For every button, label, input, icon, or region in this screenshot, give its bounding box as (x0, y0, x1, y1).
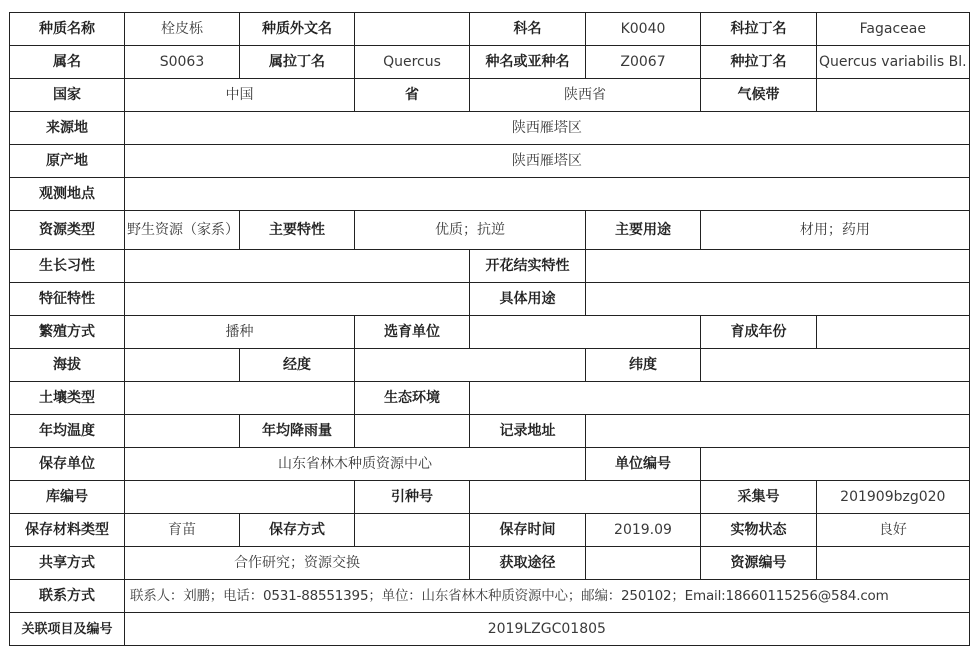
label-collection-code: 采集号 (701, 481, 817, 514)
table-row (10, 250, 970, 283)
label-climate-zone: 气候带 (701, 79, 817, 112)
value-collection-code: 201909bzg020 (817, 481, 970, 514)
value-specific-uses (586, 283, 970, 316)
value-germplasm-name: 栓皮栎 (125, 13, 240, 46)
label-observation-site: 观测地点 (10, 178, 125, 211)
label-characteristics: 特征特性 (10, 283, 125, 316)
value-main-uses: 材用；药用 (701, 211, 970, 250)
value-resource-type: 野生资源（家系） (125, 211, 240, 250)
label-related-project: 关联项目及编号 (10, 613, 125, 646)
value-soil-type (125, 382, 355, 415)
label-ecology: 生态环境 (355, 382, 470, 415)
value-storage-method (355, 514, 470, 547)
value-storage-time: 2019.09 (586, 514, 701, 547)
label-breeding-year: 育成年份 (701, 316, 817, 349)
value-unit-code (701, 448, 970, 481)
label-flowering-fruiting: 开花结实特性 (470, 250, 586, 283)
label-storage-unit: 保存单位 (10, 448, 125, 481)
value-latitude (701, 349, 970, 382)
value-genus-latin: Quercus (355, 46, 470, 79)
value-family: K0040 (586, 13, 701, 46)
label-province: 省 (355, 79, 470, 112)
table-row (10, 13, 970, 46)
label-record-address: 记录地址 (470, 415, 586, 448)
table-row (10, 448, 970, 481)
table-row (10, 46, 970, 79)
table-row (10, 547, 970, 580)
label-breeding-unit: 选育单位 (355, 316, 470, 349)
value-growth-habit (125, 250, 470, 283)
label-main-uses: 主要用途 (586, 211, 701, 250)
value-resource-code (817, 547, 970, 580)
label-latitude: 纬度 (586, 349, 701, 382)
label-source-place: 来源地 (10, 112, 125, 145)
value-physical-state: 良好 (817, 514, 970, 547)
value-related-project: 2019LZGC01805 (125, 613, 970, 646)
table-row (10, 112, 970, 145)
value-country: 中国 (125, 79, 355, 112)
label-origin-place: 原产地 (10, 145, 125, 178)
value-province: 陕西省 (470, 79, 701, 112)
value-sharing-method: 合作研究；资源交换 (125, 547, 470, 580)
value-altitude (125, 349, 240, 382)
value-annual-rain (355, 415, 470, 448)
value-contact: 联系人：刘鹏；电话：0531-88551395；单位：山东省林木种质资源中心；邮编：250102；Email:18660115256@584.com (125, 580, 970, 613)
label-unit-code: 单位编号 (586, 448, 701, 481)
table-row (10, 79, 970, 112)
value-flowering-fruiting (586, 250, 970, 283)
label-library-code: 库编号 (10, 481, 125, 514)
value-introduction-code (470, 481, 701, 514)
table-row (10, 613, 970, 646)
table-row (10, 415, 970, 448)
label-resource-code: 资源编号 (701, 547, 817, 580)
value-family-latin: Fagaceae (817, 13, 970, 46)
value-characteristics (125, 283, 470, 316)
label-growth-habit: 生长习性 (10, 250, 125, 283)
label-family-latin: 科拉丁名 (701, 13, 817, 46)
value-material-type: 育苗 (125, 514, 240, 547)
value-breeding-year (817, 316, 970, 349)
label-species: 种名或亚种名 (470, 46, 586, 79)
label-family: 科名 (470, 13, 586, 46)
label-storage-method: 保存方式 (240, 514, 355, 547)
table-row (10, 349, 970, 382)
value-library-code (125, 481, 355, 514)
label-contact: 联系方式 (10, 580, 125, 613)
label-material-type: 保存材料类型 (10, 514, 125, 547)
value-genus: S0063 (125, 46, 240, 79)
table-row (10, 580, 970, 613)
label-specific-uses: 具体用途 (470, 283, 586, 316)
table-row (10, 316, 970, 349)
label-sharing-method: 共享方式 (10, 547, 125, 580)
label-storage-time: 保存时间 (470, 514, 586, 547)
label-country: 国家 (10, 79, 125, 112)
label-main-traits: 主要特性 (240, 211, 355, 250)
value-species: Z0067 (586, 46, 701, 79)
table-row (10, 283, 970, 316)
label-genus: 属名 (10, 46, 125, 79)
germplasm-info-table (9, 12, 970, 646)
value-ecology (470, 382, 970, 415)
label-physical-state: 实物状态 (701, 514, 817, 547)
label-genus-latin: 属拉丁名 (240, 46, 355, 79)
label-resource-type: 资源类型 (10, 211, 125, 250)
label-annual-temp: 年均温度 (10, 415, 125, 448)
value-annual-temp (125, 415, 240, 448)
value-main-traits: 优质；抗逆 (355, 211, 586, 250)
value-origin-place: 陕西雁塔区 (125, 145, 970, 178)
label-acquisition: 获取途径 (470, 547, 586, 580)
value-record-address (586, 415, 970, 448)
table-row (10, 145, 970, 178)
table-row (10, 514, 970, 547)
label-soil-type: 土壤类型 (10, 382, 125, 415)
value-climate-zone (817, 79, 970, 112)
label-propagation: 繁殖方式 (10, 316, 125, 349)
value-longitude (355, 349, 586, 382)
table-row (10, 211, 970, 250)
value-propagation: 播种 (125, 316, 355, 349)
label-foreign-name: 种质外文名 (240, 13, 355, 46)
table-row (10, 481, 970, 514)
label-altitude: 海拔 (10, 349, 125, 382)
table-row (10, 178, 970, 211)
value-observation-site (125, 178, 970, 211)
label-germplasm-name: 种质名称 (10, 13, 125, 46)
value-foreign-name (355, 13, 470, 46)
label-longitude: 经度 (240, 349, 355, 382)
value-storage-unit: 山东省林木种质资源中心 (125, 448, 586, 481)
label-species-latin: 种拉丁名 (701, 46, 817, 79)
value-acquisition (586, 547, 701, 580)
label-annual-rain: 年均降雨量 (240, 415, 355, 448)
value-source-place: 陕西雁塔区 (125, 112, 970, 145)
label-introduction-code: 引种号 (355, 481, 470, 514)
value-species-latin: Quercus variabilis Bl. (817, 46, 970, 79)
table-row (10, 382, 970, 415)
value-breeding-unit (470, 316, 701, 349)
